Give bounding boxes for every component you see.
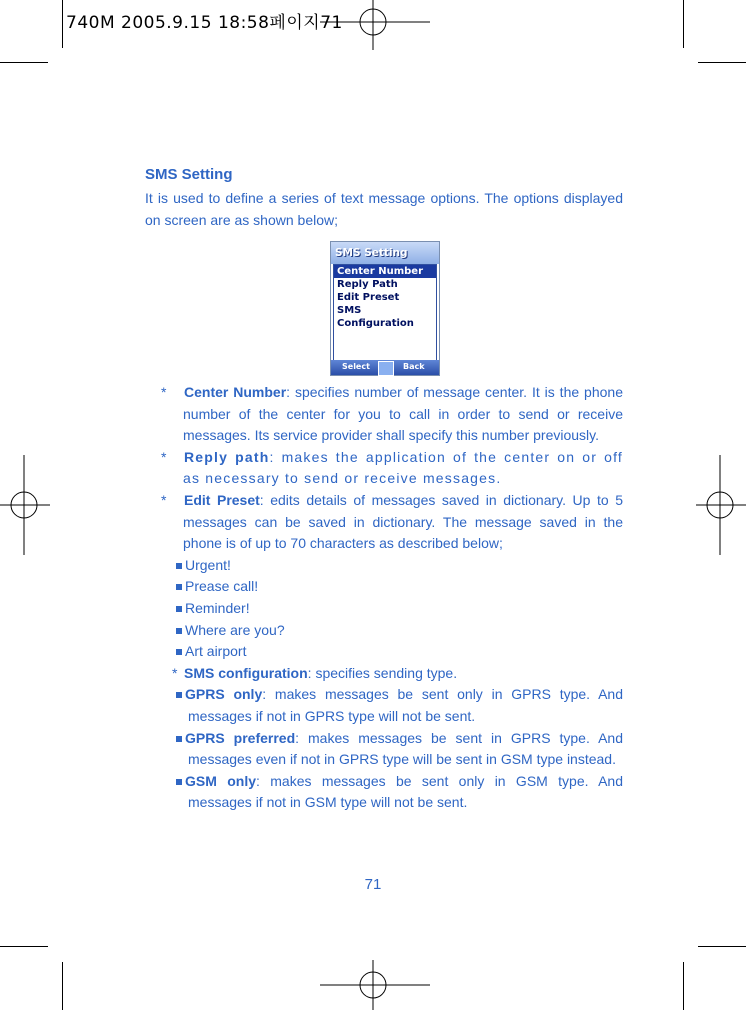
square-bullet-icon <box>176 649 182 655</box>
phone-center-key-icon <box>378 361 394 376</box>
preset-item: Urgent! <box>172 555 623 577</box>
item-gprs-only <box>172 684 623 727</box>
preset-item: Reminder! <box>172 598 623 620</box>
item-gsm-only <box>172 771 623 814</box>
square-bullet-icon <box>176 628 182 634</box>
square-bullet-icon <box>176 692 182 698</box>
desc-sms-configuration: : specifies sending type. <box>307 664 458 681</box>
item-reply-path: * Reply path: makes the application of the center on or off as necessary to send or receive messages. <box>161 448 623 487</box>
desc-gsm-only: : makes messages be sent only in GSM type. And messages if not in GSM type will not be sent. <box>188 772 623 811</box>
registration-mark-right <box>696 455 746 555</box>
preset-item: Prease call! <box>172 576 623 598</box>
section-title: SMS Setting <box>145 166 233 183</box>
desc-center-number: : specifies number of message center. It is the phone number of the center for you to call in order to send or receive messages. Its service provider shall specify this number previously. <box>183 384 623 444</box>
square-bullet-icon <box>176 736 182 742</box>
registration-mark-top <box>320 0 430 50</box>
phone-screen <box>330 241 440 376</box>
square-bullet-icon <box>176 606 182 612</box>
phone-menu-item-center-number: Center Number <box>334 265 436 278</box>
section-intro: It is used to define a series of text message options. The options displayed on screen are as shown below; <box>145 190 623 228</box>
term-sms-configuration: SMS configuration <box>184 664 308 681</box>
item-edit-preset: * Edit Preset: edits details of messages saved in dictionary. Up to 5 messages can be saved in dictionary. The message saved in the phone is of up to 70 characters as described below; <box>161 491 623 552</box>
square-bullet-icon <box>176 563 182 569</box>
desc-edit-preset: : edits details of messages saved in dictionary. Up to 5 messages can be saved in dictionary. The message saved in the phone is of up to 70 characters as described below; <box>183 491 623 552</box>
term-gprs-only: GPRS only <box>185 686 263 703</box>
item-center-number: * Center Number: specifies number of message center. It is the phone number of the center for you to call in order to send or receive messages. Its service provider shall specify this number previously. <box>161 384 623 444</box>
term-gprs-preferred: GPRS preferred <box>185 729 296 746</box>
phone-softkey-back: Back <box>403 362 425 371</box>
preset-item: Art airport <box>172 641 623 663</box>
desc-gprs-only: : makes messages be sent only in GPRS type. And messages if not in GPRS type will not be sent. <box>188 686 623 724</box>
term-edit-preset: Edit Preset <box>184 491 260 508</box>
desc-gprs-preferred: : makes messages be sent in GPRS type. And messages even if not in GPRS type will be sent in GSM type instead. <box>188 729 623 768</box>
phone-menu-list <box>333 264 437 361</box>
square-bullet-icon <box>176 584 182 590</box>
item-gprs-preferred <box>172 728 623 771</box>
term-reply-path: Reply path <box>184 448 270 465</box>
phone-menu-item-sms-configuration: SMS Configuration <box>337 305 414 329</box>
phone-softkey-bar <box>331 360 439 375</box>
desc-reply-path: : makes the application of the center on or off as necessary to send or receive messages. <box>183 448 623 487</box>
print-header: 740M 2005.9.15 18:58페이지71 <box>66 13 343 33</box>
square-bullet-icon <box>176 779 182 785</box>
phone-menu-item-edit-preset: Edit Preset <box>337 292 400 303</box>
page-number: 71 <box>364 876 382 893</box>
phone-screen-title: SMS Setting <box>331 242 439 264</box>
preset-item: Where are you? <box>172 620 623 642</box>
phone-menu-item-reply-path: Reply Path <box>337 279 398 290</box>
item-sms-configuration: * SMS configuration: specifies sending type. <box>172 664 458 681</box>
registration-mark-bottom <box>320 960 430 1010</box>
options-description <box>161 382 623 814</box>
term-gsm-only: GSM only <box>185 772 257 789</box>
registration-mark-left <box>0 455 50 555</box>
term-center-number: Center Number <box>184 384 287 400</box>
phone-softkey-select: Select <box>342 362 370 371</box>
